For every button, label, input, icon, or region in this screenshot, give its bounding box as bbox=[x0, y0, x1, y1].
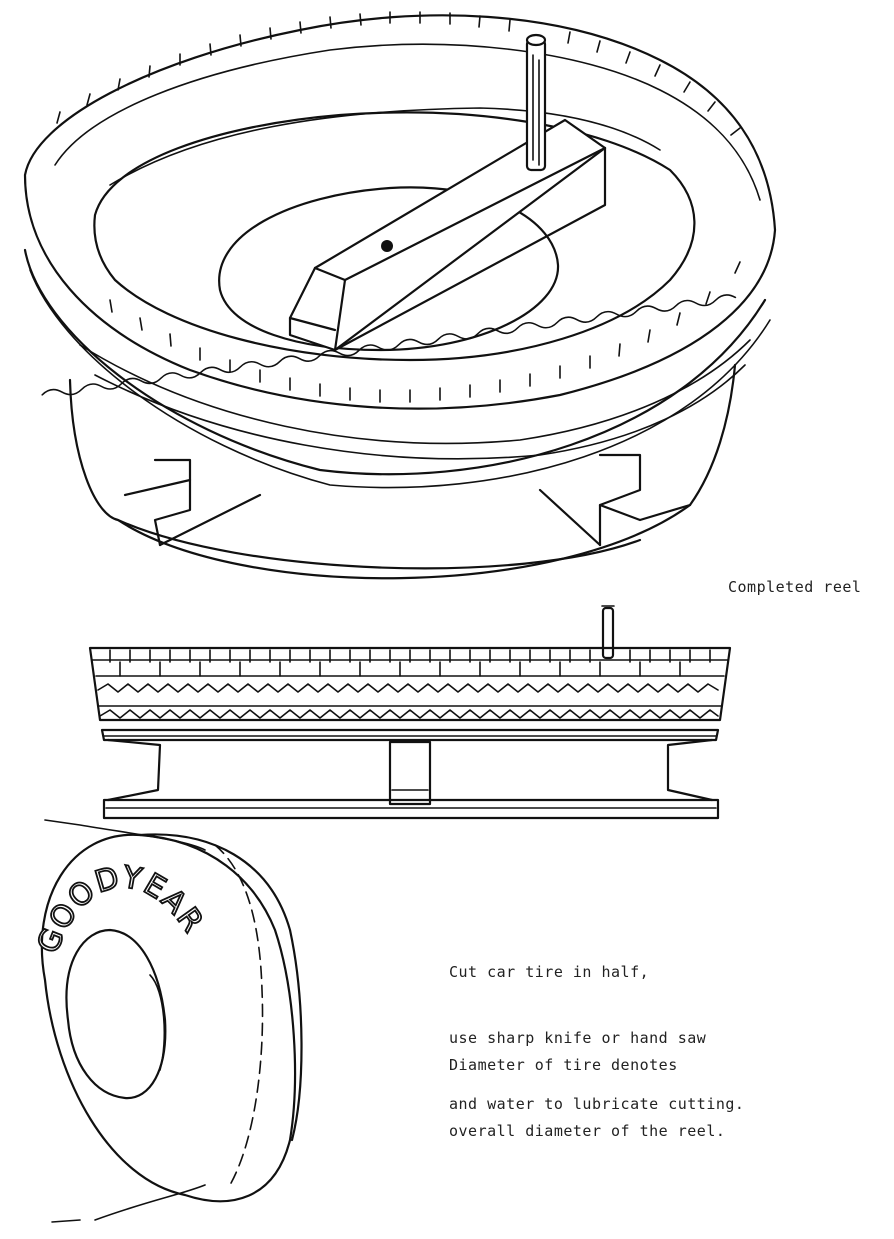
reel-crossbar bbox=[290, 120, 605, 350]
note-line: overall diameter of the reel. bbox=[449, 1122, 726, 1140]
tire-hole bbox=[66, 930, 165, 1098]
diameter-note bbox=[449, 1010, 725, 1164]
reel-spindle bbox=[527, 35, 545, 170]
instruction-line: use sharp knife or hand saw bbox=[449, 1029, 707, 1047]
reel-legs bbox=[125, 455, 690, 545]
reel-side-view bbox=[90, 606, 730, 818]
side-spindle bbox=[603, 608, 613, 658]
note-line: Diameter of tire denotes bbox=[449, 1056, 678, 1074]
completed-reel-caption: Completed reel bbox=[728, 578, 862, 596]
instruction-line: and water to lubricate cutting. bbox=[449, 1095, 745, 1113]
instruction-line: Cut car tire in half, bbox=[449, 963, 650, 981]
tire-brand-lettering: GOODYEAR bbox=[30, 859, 211, 959]
goodyear-tire bbox=[31, 820, 302, 1222]
reel-base-outline bbox=[70, 365, 735, 578]
completed-reel-perspective bbox=[25, 12, 775, 578]
